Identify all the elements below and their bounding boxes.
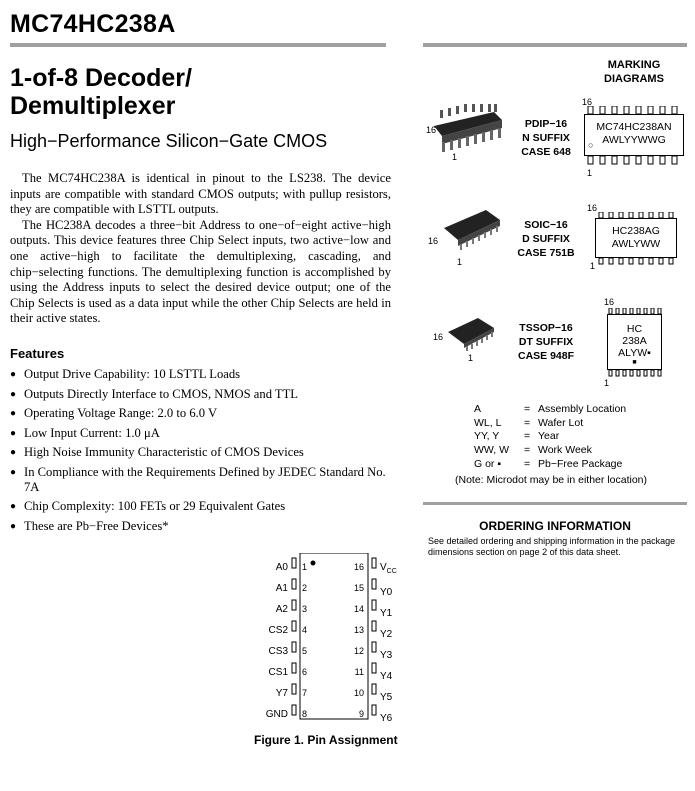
pin-name: Y2	[380, 629, 393, 640]
legend-key: A	[474, 403, 482, 415]
left-pin-numbers	[302, 557, 314, 725]
legend-key: WL, L	[474, 416, 502, 429]
soic-marking-box	[595, 218, 677, 258]
pin-number: 13	[353, 625, 364, 635]
pin-number: 1	[302, 562, 308, 572]
pin-number: 9	[358, 709, 364, 719]
mark-pin1: 1	[590, 261, 596, 271]
pin-name: A2	[275, 604, 288, 615]
marking-line: HC238AG	[612, 225, 660, 237]
legend-key: G or ▪	[474, 457, 502, 470]
figure-caption: Figure 1. Pin Assignment	[254, 733, 398, 747]
feature-item: ● Chip Complexity: 100 FETs or 29 Equivalent Gates	[10, 499, 390, 514]
tssop-package-label	[506, 321, 586, 363]
pin-name: $V_{CC}$	[380, 562, 397, 575]
legend-value: Year	[538, 430, 560, 443]
microdot-icon: ■	[632, 359, 637, 366]
features-list	[10, 367, 390, 538]
pin-number: 16	[353, 562, 364, 572]
left-pin-names	[250, 557, 288, 725]
pin-number: 5	[302, 646, 308, 656]
legend-row	[474, 430, 626, 444]
pin-name: Y0	[380, 587, 393, 598]
tssop-pin16-label: 16	[433, 332, 444, 342]
pin1-dot-icon: ○	[588, 140, 594, 150]
pin-number: 2	[302, 583, 308, 593]
ordering-heading: ORDERING INFORMATION	[479, 519, 631, 533]
pin-name: Y3	[380, 650, 393, 661]
pin-number: 6	[302, 667, 308, 677]
mark-pin16: 16	[604, 297, 615, 307]
package-suffix: DT SUFFIX	[518, 336, 574, 348]
marking-heading-line-2: DIAGRAMS	[604, 73, 664, 85]
ordering-text: See detailed ordering and shipping information in the package dimensions section on page 2 of this data sheet.	[428, 536, 676, 557]
right-pin-names	[380, 557, 400, 729]
description-paragraph: The MC74HC238A is identical in pinout to the LS238. The device inputs are compatible with standard CMOS outputs; with pullup resistors, they are compatible with LSTTL outputs.	[10, 171, 391, 217]
pin-name: Y1	[380, 608, 393, 619]
marking-legend	[474, 403, 626, 472]
pin-name: A1	[275, 583, 288, 594]
marking-heading-line-1: MARKING	[607, 59, 661, 71]
legend-eq: =	[524, 416, 531, 429]
right-pin-numbers	[346, 557, 364, 725]
pin-number: 14	[353, 604, 364, 614]
pin-number: 12	[353, 646, 364, 656]
marking-line: MC74HC238AN	[596, 121, 672, 133]
tssop-pin1-label: 1	[468, 353, 474, 363]
pin-assignment-diagram	[250, 553, 400, 724]
feature-item: ● High Noise Immunity Characteristic of CMOS Devices	[10, 445, 390, 460]
ordering-rule	[423, 502, 687, 505]
soic-pin16-label: 16	[428, 236, 439, 246]
pin-number: 15	[353, 583, 364, 593]
marking-line: HC	[626, 323, 643, 335]
legend-note: (Note: Microdot may be in either location)	[455, 474, 647, 486]
legend-value: Assembly Location	[538, 403, 627, 415]
description-paragraph: The HC238A decodes a three−bit Address to one−of−eight active−high outputs. This device features three Chip Select inputs, two active−low and one active−high to facilitate the demultiplexing, cascading, and chip−selecting functions. The demultiplexing function is accomplished by using the Address inputs to select the desired device output; one of the Chip Selects is used as a data input while the other Chip Selects are held in their active states.	[10, 217, 391, 326]
pin-name: Y7	[275, 688, 288, 699]
pin-name: Y6	[380, 713, 393, 724]
pdip-pin1-label: 1	[452, 152, 458, 162]
pin-number: 8	[302, 709, 308, 719]
pin-name: GND	[265, 709, 288, 720]
pin-name: CS1	[268, 667, 288, 678]
pin-number: 11	[354, 667, 364, 677]
pin-name: CS3	[268, 646, 288, 657]
pin-name: Y4	[380, 671, 393, 682]
header-rule-right	[423, 43, 687, 47]
legend-key: WW, W	[474, 444, 509, 457]
description	[10, 171, 391, 327]
page-title	[10, 64, 192, 120]
legend-eq: =	[524, 430, 531, 443]
feature-item: ● These are Pb−Free Devices*	[10, 519, 390, 534]
pin-number: 4	[302, 625, 308, 635]
package-case: CASE 751B	[517, 247, 575, 259]
legend-row	[474, 417, 626, 431]
pin-number: 3	[302, 604, 308, 614]
marking-line: 238A	[622, 335, 647, 347]
soic-package-icon	[440, 208, 504, 254]
mark-pin1: 1	[587, 168, 593, 178]
package-name: SOIC−16	[524, 219, 568, 231]
pdip-package-label	[506, 117, 586, 159]
mark-pin16: 16	[587, 203, 598, 213]
marking-line: ALYW▪	[618, 347, 651, 359]
package-case: CASE 948F	[517, 350, 575, 362]
page-subtitle: High−Performance Silicon−Gate CMOS	[10, 131, 328, 151]
legend-eq: =	[524, 444, 531, 457]
legend-row	[474, 444, 626, 458]
marking-line: AWLYWW	[611, 238, 661, 250]
pin-name: A0	[275, 562, 288, 573]
tssop-marking-box	[607, 314, 662, 370]
pin-name: Y5	[380, 692, 393, 703]
pin-number: 7	[302, 688, 308, 698]
pin-number: 10	[353, 688, 364, 698]
package-suffix: N SUFFIX	[522, 132, 570, 144]
mark-pin1: 1	[604, 378, 610, 388]
legend-value: Wafer Lot	[538, 416, 584, 429]
legend-row	[474, 403, 626, 417]
soic-package-label	[506, 218, 586, 260]
feature-item: ● In Compliance with the Requirements Defined by JEDEC Standard No. 7A	[10, 465, 390, 495]
pin-name: CS2	[268, 625, 288, 636]
legend-value: Pb−Free Package	[538, 457, 623, 470]
pdip-pin16-label: 16	[426, 125, 437, 135]
feature-item: ● Output Drive Capability: 10 LSTTL Loads	[10, 367, 390, 382]
pdip-package-icon	[428, 104, 508, 164]
package-name: PDIP−16	[524, 118, 568, 130]
mark-pin16: 16	[582, 97, 593, 107]
marking-line: AWLYYWWG	[602, 134, 666, 146]
features-heading: Features	[10, 346, 65, 361]
package-case: CASE 648	[521, 146, 571, 158]
title-line-2: Demultiplexer	[10, 92, 176, 120]
feature-item: ● Outputs Directly Interface to CMOS, NMOS and TTL	[10, 387, 390, 402]
part-number: MC74HC238A	[10, 10, 176, 38]
header-rule-left	[10, 43, 386, 47]
legend-key: YY, Y	[474, 430, 500, 443]
feature-item: ● Operating Voltage Range: 2.0 to 6.0 V	[10, 406, 390, 421]
soic-pin1-label: 1	[457, 257, 463, 267]
feature-item: ● Low Input Current: 1.0 μA	[10, 426, 390, 441]
legend-row	[474, 458, 626, 472]
legend-eq: =	[524, 403, 531, 415]
package-name: TSSOP−16	[519, 322, 573, 334]
title-line-1: 1-of-8 Decoder/	[10, 64, 192, 92]
package-suffix: D SUFFIX	[522, 233, 570, 245]
legend-eq: =	[524, 457, 531, 470]
pdip-marking-box	[584, 114, 684, 156]
marking-diagrams-heading	[590, 58, 678, 86]
legend-value: Work Week	[538, 444, 592, 457]
